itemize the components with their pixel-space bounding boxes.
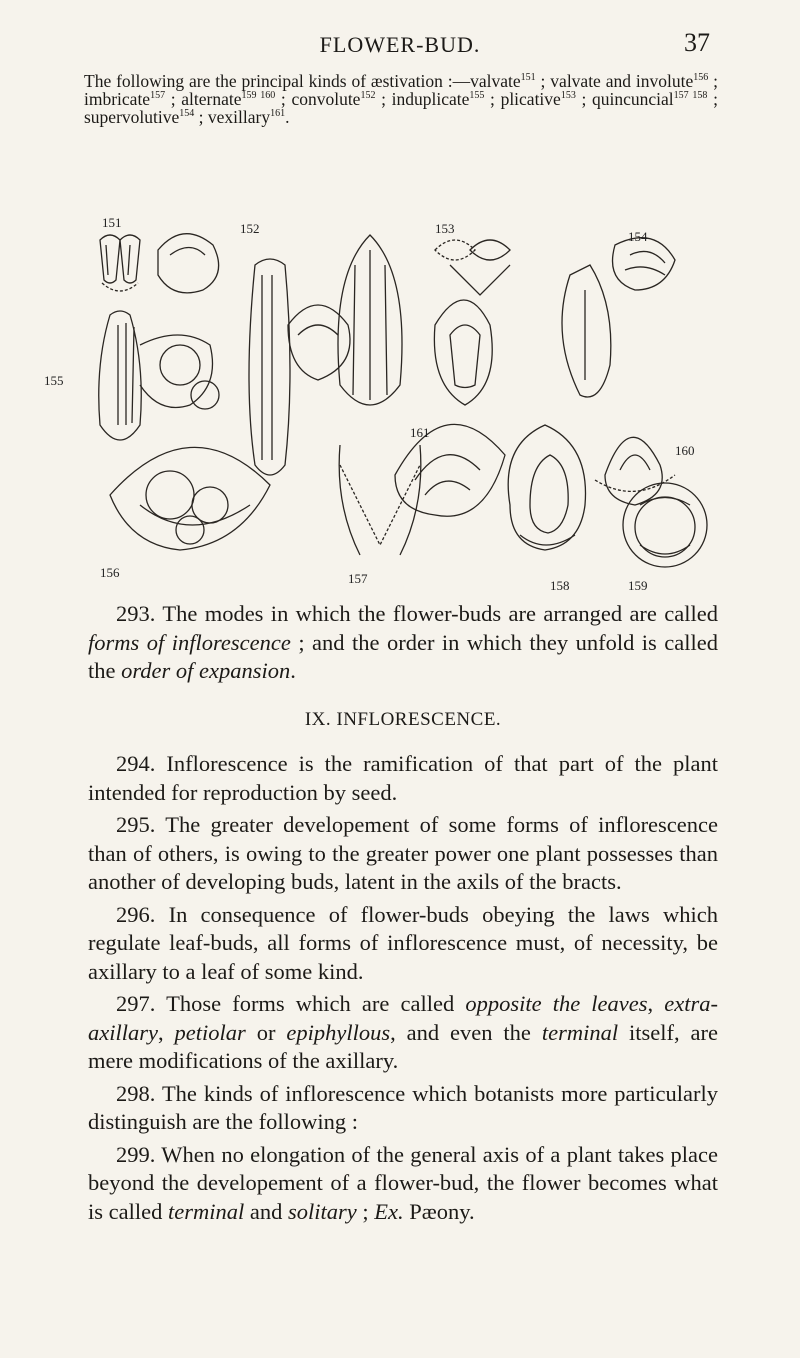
- aestivation-term: quincuncial: [592, 89, 674, 109]
- paragraph-number: 295.: [116, 812, 156, 837]
- figure-154-drawing: [562, 238, 675, 397]
- term-order-of-expansion: order of expansion: [121, 658, 291, 683]
- separator: ;: [484, 89, 501, 109]
- figure-reference: 161: [270, 108, 286, 120]
- figure-reference: 155: [469, 90, 485, 102]
- separator: ;: [165, 89, 182, 109]
- figure-label-151: 151: [102, 215, 122, 230]
- figure-reference: 159 160: [241, 90, 276, 102]
- intro-lead: The following are the principal kinds of æstivation :—: [84, 71, 471, 91]
- aestivation-figures: [40, 205, 740, 595]
- figure-label-159: 159: [628, 578, 648, 593]
- paragraph-295: 295. The greater developement of some forms of inflorescence than of others, is owing to the greater power one plant possesses than another of developing buds, latent in the axils of the bracts.: [88, 812, 718, 894]
- running-head: FLOWER-BUD.: [319, 32, 481, 57]
- figure-reference: 151: [520, 72, 536, 84]
- figure-reference: 153: [560, 90, 576, 102]
- page-number: 37: [684, 28, 710, 57]
- figure-157-drawing: [249, 259, 350, 475]
- aestivation-plate: [40, 205, 740, 595]
- paragraph-number: 299.: [116, 1141, 156, 1167]
- figure-label-160: 160: [675, 443, 695, 458]
- figure-label-161: 161: [410, 425, 430, 440]
- paragraph-number: 297.: [116, 991, 156, 1016]
- figure-label-152: 152: [240, 221, 260, 236]
- figure-label-157: 157: [348, 571, 368, 586]
- paragraph-299: 299. When no elongation of the general axis of a plant takes place beyond the developement of a flower-bud, the flower becomes what is called terminal and solitary ; Ex. Pæony.: [88, 1141, 718, 1224]
- figure-155-drawing: [99, 311, 219, 440]
- figure-153-drawing: [338, 235, 421, 555]
- aestivation-term: imbricate: [84, 89, 151, 109]
- aestivation-term: vexillary: [207, 107, 271, 127]
- aestivation-term: induplicate: [391, 89, 470, 109]
- paragraph-293: 293. The modes in which the flower-buds are arranged are called forms of inflorescence ; and the order in which they unfold is called the order of expansion.: [88, 601, 718, 683]
- paragraph-number: 293.: [116, 601, 156, 626]
- figure-label-155: 155: [44, 373, 64, 388]
- figure-161-drawing: [395, 300, 505, 516]
- aestivation-term: convolute: [291, 89, 361, 109]
- paragraph-298: 298. The kinds of inflorescence which botanists more particularly distinguish are the following :: [88, 1080, 719, 1134]
- aestivation-term: alternate: [181, 89, 242, 109]
- paragraph-number: 298.: [116, 1080, 156, 1106]
- aestivation-term: valvate: [470, 71, 521, 91]
- figure-reference: 152: [360, 90, 376, 102]
- figure-156-drawing: [110, 447, 270, 550]
- figure-reference: 157: [150, 90, 166, 102]
- separator: ;: [575, 89, 592, 109]
- separator: ;: [535, 71, 551, 91]
- separator: ;: [275, 89, 292, 109]
- paragraph-296: 296. In consequence of flower-buds obeying the laws which regulate leaf-buds, all forms of inflorescence must, of necessity, be axillary to a leaf of some kind.: [88, 901, 718, 984]
- separator: ;: [707, 89, 718, 109]
- figure-reference: 157 158: [673, 90, 708, 102]
- figure-label-158: 158: [550, 578, 570, 593]
- aestivation-term: plicative: [500, 89, 561, 109]
- figure-158-drawing: [508, 425, 585, 550]
- paragraph-number: 294.: [116, 751, 156, 776]
- figure-reference: 154: [179, 108, 195, 120]
- figure-152-drawing: [158, 234, 219, 293]
- aestivation-intro: [84, 72, 718, 126]
- page-header: [0, 22, 800, 62]
- separator: .: [285, 107, 290, 127]
- term-forms-of-inflorescence: forms of inflorescence: [88, 629, 291, 655]
- aestivation-term: valvate and involute: [550, 71, 694, 91]
- figure-label-154: 154: [628, 229, 648, 244]
- paragraph-297: 297. Those forms which are called opposite the leaves, extra-axillary, petiolar or epiphyllous, and even the terminal itself, are mere modifications of the axillary.: [88, 991, 718, 1073]
- figure-label-156: 156: [100, 565, 120, 580]
- section-heading: IX. INFLORESCENCE.: [304, 708, 502, 730]
- figure-153-top-drawing: [435, 240, 510, 295]
- paragraph-number: 296.: [116, 901, 156, 927]
- figure-reference: 156: [693, 72, 709, 84]
- separator: ;: [375, 89, 392, 109]
- separator: ;: [194, 107, 208, 127]
- body-text: [88, 600, 718, 1230]
- figure-159-drawing: [623, 483, 707, 567]
- separator: ;: [708, 71, 718, 91]
- paragraph-294: 294. Inflorescence is the ramification of that part of the plant intended for reproduction by seed.: [88, 751, 719, 805]
- aestivation-term: supervolutive: [84, 107, 180, 127]
- figure-label-153: 153: [435, 221, 455, 236]
- figure-151-drawing: [100, 235, 140, 291]
